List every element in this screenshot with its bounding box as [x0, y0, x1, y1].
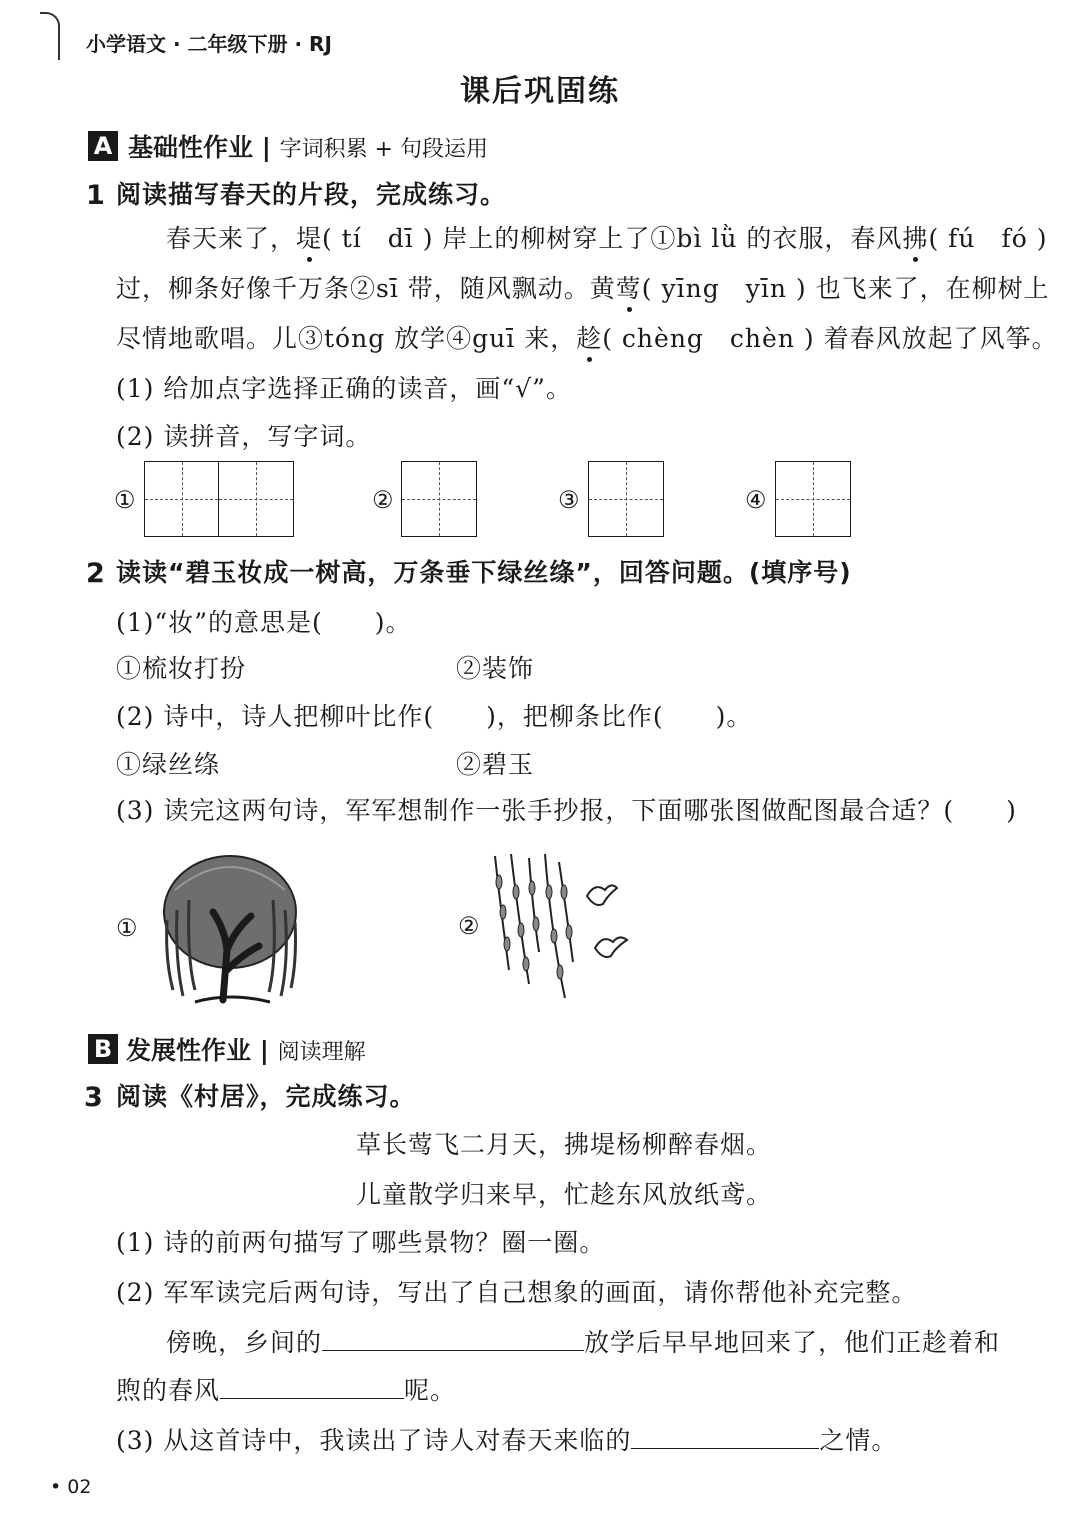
poem-line-1: 草长莺飞二月天，拂堤杨柳醉春烟。 — [356, 1130, 773, 1159]
page-title: 课后巩固练 — [460, 74, 620, 109]
q2-sub2-option1: ①绿丝绦 — [116, 750, 221, 779]
q1-prompt: 阅读描写春天的片段，完成练习。 — [116, 180, 507, 209]
writing-cell[interactable] — [402, 462, 476, 536]
writing-cell[interactable] — [776, 462, 850, 536]
writing-cell[interactable] — [219, 462, 293, 536]
q2-sub3: (3) 读完这两句诗，军军想制作一张手抄报，下面哪张图做配图最合适？( ) — [116, 796, 1017, 825]
willow-branches-birds-image — [485, 852, 635, 1002]
q2-prompt: 读读“碧玉妆成一树高，万条垂下绿丝绦”，回答问题。(填序号) — [116, 558, 852, 587]
q3-fill-line2: 煦的春风 呢。 — [116, 1376, 457, 1405]
q1-passage-line3: 尽情地歌唱。儿③tóng 放学④guī 来，趁( chèng chèn ) 着春风放起了风筝。 — [116, 322, 1058, 356]
q2-number: 2 — [86, 558, 105, 589]
q2-sub1-option2: ②装饰 — [456, 654, 535, 683]
box-label-1: ① — [114, 486, 136, 514]
writing-grid-3[interactable] — [588, 461, 664, 537]
section-b-title: 发展性作业 | 阅读理解 — [126, 1036, 366, 1065]
q3-fill-line1: 傍晚，乡间的 放学后早早地回来了，他们正趁着和 — [166, 1328, 1001, 1357]
q2-sub2: (2) 诗中，诗人把柳叶比作( )，把柳条比作( )。 — [116, 702, 753, 731]
corner-mark — [40, 12, 60, 60]
q3-number: 3 — [84, 1082, 103, 1113]
page-number: • 02 — [50, 1476, 92, 1498]
q1-passage-line2: 过，柳条好像千万条②sī 带，随风飘动。黄莺( yīng yīn ) 也飞来了，在柳树上 — [116, 272, 1050, 306]
dotted-char: 堤 — [296, 222, 322, 256]
box-label-3: ③ — [558, 486, 580, 514]
poem-line-2: 儿童散学归来早，忙趁东风放纸鸢。 — [356, 1180, 773, 1209]
book-header: 小学语文 · 二年级下册 · RJ — [86, 32, 332, 56]
answer-blank[interactable] — [322, 1326, 584, 1351]
image-label-1: ① — [116, 914, 138, 942]
writing-grid-4[interactable] — [775, 461, 851, 537]
q2-sub1-option1: ①梳妆打扮 — [116, 654, 247, 683]
writing-cell[interactable] — [589, 462, 663, 536]
q3-sub2: (2) 军军读完后两句诗，写出了自己想象的画面，请你帮他补充完整。 — [116, 1278, 918, 1307]
q1-sub2: (2) 读拼音，写字词。 — [116, 422, 372, 451]
writing-cell[interactable] — [145, 462, 219, 536]
q3-sub3: (3) 从这首诗中，我读出了诗人对春天来临的 之情。 — [116, 1426, 898, 1455]
answer-blank[interactable] — [631, 1424, 819, 1449]
q1-number: 1 — [86, 180, 105, 211]
willow-tree-image — [155, 850, 305, 1006]
dotted-char: 趁 — [576, 322, 602, 356]
section-b-badge: B — [88, 1034, 118, 1064]
section-a-title: 基础性作业 | 字词积累 + 句段运用 — [128, 133, 488, 162]
section-a-badge: A — [88, 131, 118, 161]
q2-sub2-option2: ②碧玉 — [456, 750, 535, 779]
image-label-2: ② — [458, 912, 480, 940]
q1-sub1: (1) 给加点字选择正确的读音，画“√”。 — [116, 374, 572, 403]
writing-grid-2[interactable] — [401, 461, 477, 537]
answer-blank[interactable] — [220, 1374, 404, 1399]
box-label-2: ② — [372, 486, 394, 514]
writing-grid-1[interactable] — [144, 461, 294, 537]
q2-sub1: (1)“妆”的意思是( )。 — [116, 608, 412, 637]
dotted-char: 拂 — [902, 222, 928, 256]
q3-prompt: 阅读《村居》，完成练习。 — [116, 1082, 416, 1111]
dotted-char: 莺 — [616, 272, 642, 306]
q1-passage-line1: 春天来了，堤( tí dī ) 岸上的柳树穿上了①bì lǜ 的衣服，春风拂( fú fó ) — [166, 222, 1048, 256]
box-label-4: ④ — [745, 486, 767, 514]
q3-sub1: (1) 诗的前两句描写了哪些景物？圈一圈。 — [116, 1228, 606, 1257]
